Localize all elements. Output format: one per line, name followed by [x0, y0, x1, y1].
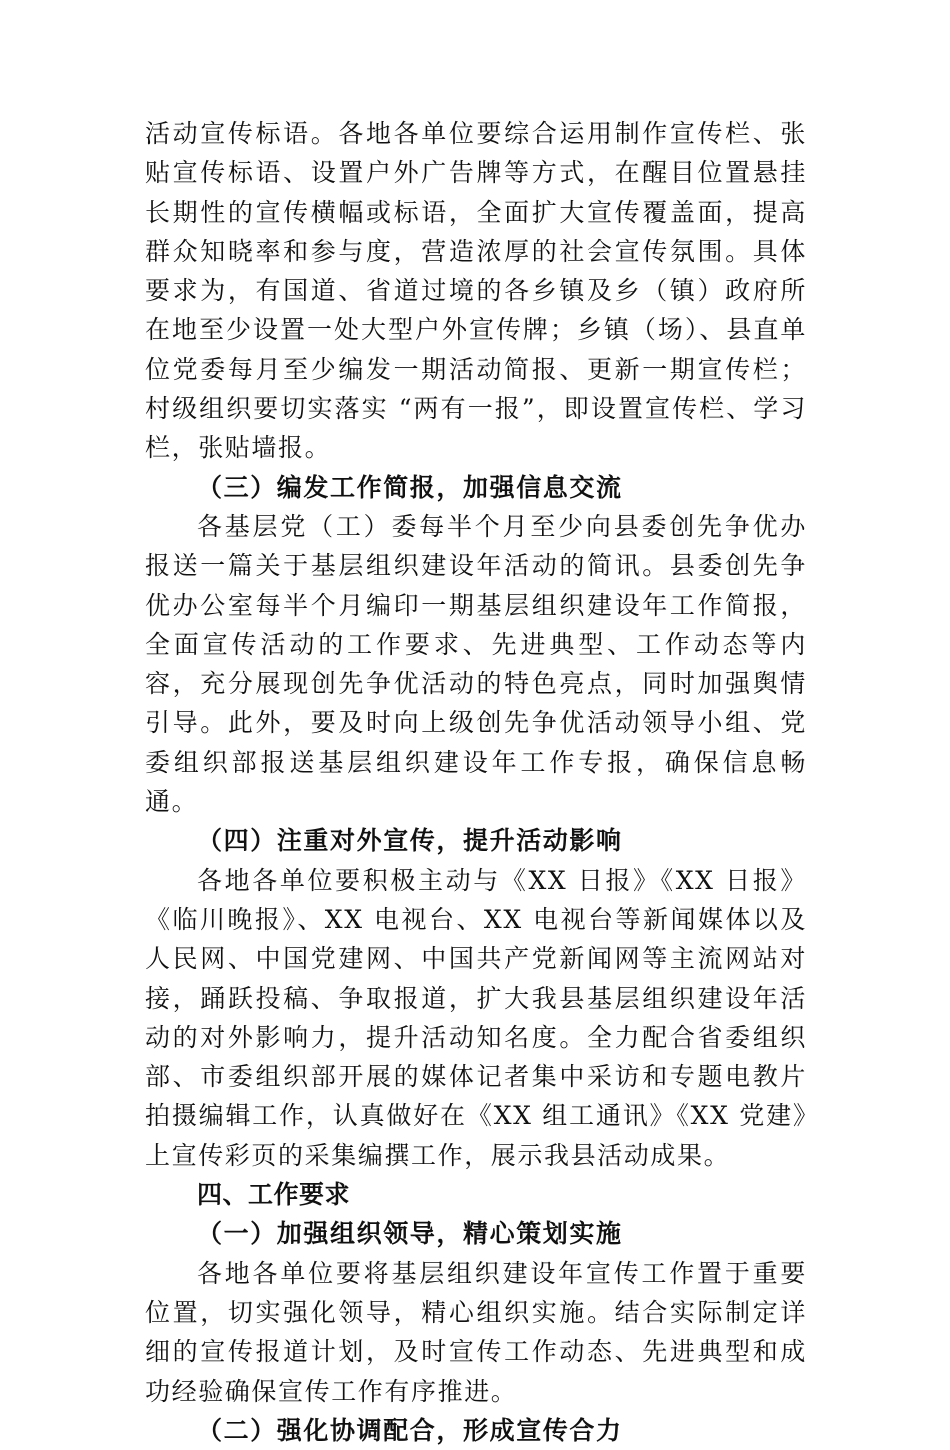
- section-subheading-2: （二）强化协调配合，形成宣传合力: [197, 1415, 623, 1445]
- body-paragraph-external-publicity: 各地各单位要积极主动与《XX 日报》《XX 日报》《临川晚报》、XX 电视台、XX 电视台等新闻媒体以及人民网、中国党建网、中国共产党新闻网等主流网站对接，踊跃投稿、争取报道，扩大我县基层组织建设年活动的对外影响力，提升活动知名度。全力配合省委组织部、市委组织部开展的媒体记者集中采访和专题电教片拍摄编辑工作，认真做好在《XX 组工通讯》《XX 党建》上宣传彩页的采集编撰工作，展示我县活动成果。: [145, 865, 807, 1170]
- body-paragraph-leadership: 各地各单位要将基层组织建设年宣传工作置于重要位置，切实强化领导，精心组织实施。结合实际制定详细的宣传报道计划，及时宣传工作动态、先进典型和成功经验确保宣传工作有序推进。: [145, 1258, 807, 1406]
- section-subheading-4: （四）注重对外宣传，提升活动影响: [197, 826, 623, 856]
- section-subheading-1: （一）加强组织领导，精心策划实施: [197, 1219, 623, 1249]
- body-paragraph-briefing: 各基层党（工）委每半个月至少向县委创先争优办报送一篇关于基层组织建设年活动的简讯。县委创先争优办公室每半个月编印一期基层组织建设年工作简报，全面宣传活动的工作要求、先进典型、工作动态等内容，充分展现创先争优活动的特色亮点，同时加强舆情引导。此外，要及时向上级创先争优活动领导小组、党委组织部报送基层组织建设年工作专报，确保信息畅通。: [145, 511, 807, 817]
- document-page: [145, 114, 807, 1450]
- body-paragraph-continued: 活动宣传标语。各地各单位要综合运用制作宣传栏、张贴宣传标语、设置户外广告牌等方式，在醒目位置悬挂长期性的宣传横幅或标语，全面扩大宣传覆盖面，提高群众知晓率和参与度，营造浓厚的社会宣传氛围。具体要求为，有国道、省道过境的各乡镇及乡（镇）政府所在地至少设置一处大型户外宣传牌；乡镇（场）、县直单位党委每月至少编发一期活动简报、更新一期宣传栏；村级组织要切实落实 “两有一报”，即设置宣传栏、学习栏，张贴墙报。: [145, 119, 807, 463]
- section-heading-work-requirements: 四、工作要求: [197, 1180, 351, 1210]
- section-subheading-3: （三）编发工作简报，加强信息交流: [197, 472, 623, 502]
